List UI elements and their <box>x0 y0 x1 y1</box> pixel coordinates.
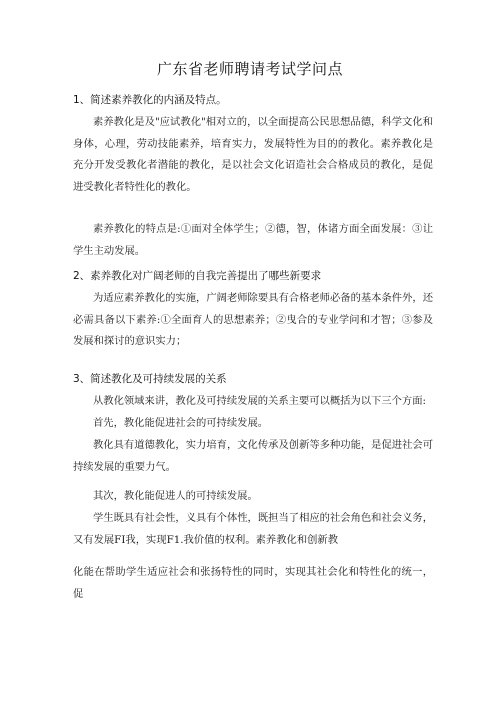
section-1-paragraph-1: 素养教化是及"应试教化"相对立的，以全面提高公民思想品德，科学文化和身体，心理，劳动技能素养，培育实力，发展特性为目的的教化。素养教化是充分开发受教化者潜能的教化，是以社会文化诏造社会合格成员的教化，是促进受教化者特性化的教化。 <box>73 116 433 193</box>
section-3-paragraph-5: 学生既具有社会性，义具有个体性，既担当了相应的社会角色和社会义务，又有发展FI我，实现F1.我价值的权利。素养教化和创新教 <box>73 512 433 546</box>
section-3-paragraph-4: 其次，教化能促进人的可持续发展。 <box>93 490 258 502</box>
section-3-paragraph-3: 教化具有道德教化，实力培育，文化传承及创新等多种功能，是促进社会可持续发展的重要力气。 <box>73 439 433 473</box>
section-1-paragraph-2: 素养教化的特点是:①面对全体学生；②德，智，体诸方面全面发展：③让学生主动发展。 <box>73 223 433 257</box>
section-heading-3: 3、简述教化及可持续发展的关系 <box>73 373 227 385</box>
section-3-paragraph-2: 首先，教化能促进社会的可持续发展。 <box>93 417 269 429</box>
section-2-paragraph-1: 为适应素养教化的实施，广阔老师除要具有合格老师必备的基本条件外，还必需具备以下素养:①全面育人的思想素养；②曳合的专业学问和才智；③参及发展和探讨的意识实力； <box>73 292 433 347</box>
section-3-paragraph-6: 化能在帮助学生适应社会和张扬特性的同时，实现其社会化和特性化的统一，促 <box>73 566 433 600</box>
section-heading-1: 1、简述素养教化的内涵及特点。 <box>73 94 227 106</box>
section-3-paragraph-1: 从教化领域来讲，教化及可持续发展的关系主要可以概括为以下三个方面: <box>93 395 426 407</box>
section-heading-2: 2、素养教化对广阔老师的自我完善提出了哪些新要求 <box>73 270 322 282</box>
document-title: 广东省老师聘请考试学问点 <box>156 60 343 78</box>
